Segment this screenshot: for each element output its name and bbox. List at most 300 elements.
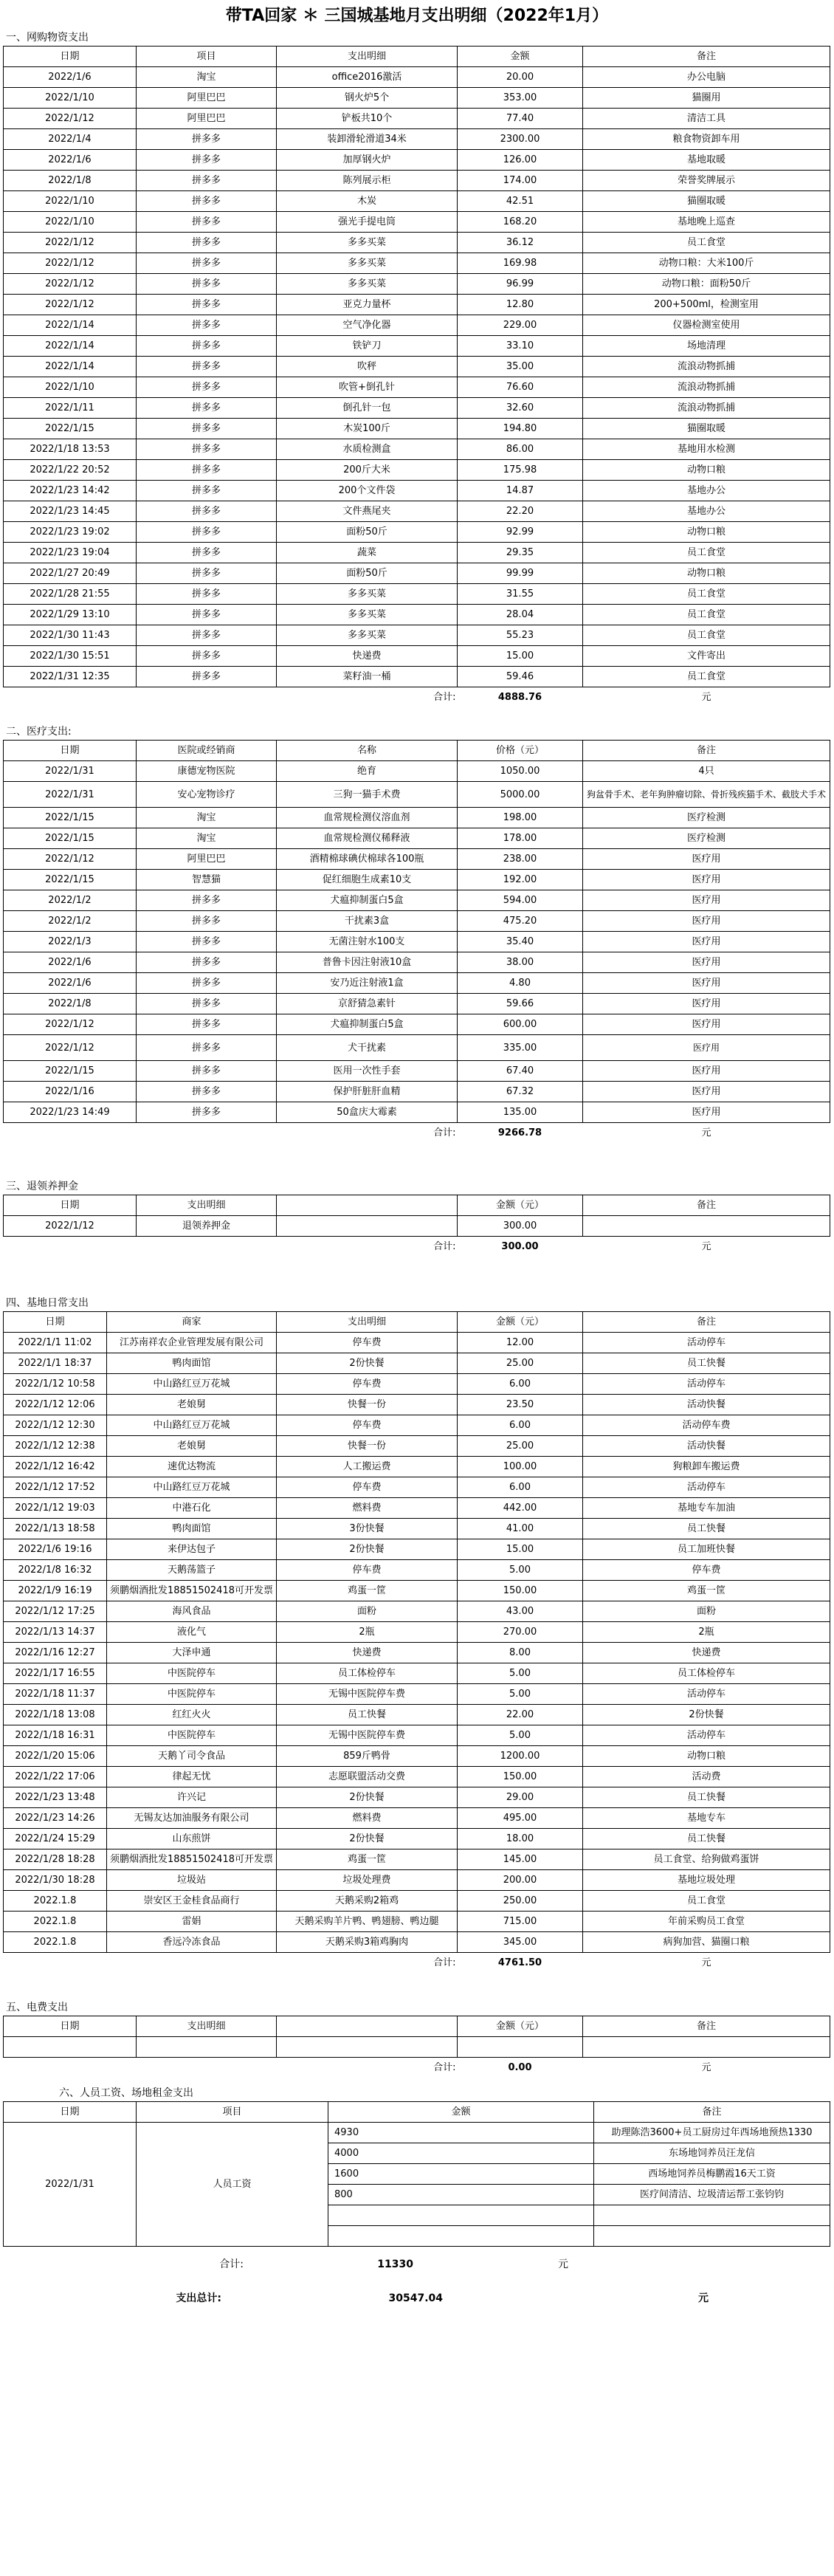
- table-cell: 动物口粮：大米100斤: [583, 253, 830, 274]
- table-cell: 2022/1/6: [4, 150, 137, 171]
- table-row: [4, 191, 830, 212]
- table-header-row: [4, 2102, 830, 2123]
- table-cell: 拼多多: [137, 295, 277, 315]
- table-cell: 鸡蛋一筐: [583, 1581, 830, 1601]
- table-row: [4, 973, 830, 994]
- table-cell: 2022/1/12: [4, 295, 137, 315]
- table-cell: 天鹅荡篮子: [107, 1560, 277, 1581]
- table-cell: 动物口粮: [583, 1746, 830, 1767]
- table-cell: 拼多多: [137, 274, 277, 295]
- table-cell: 15.00: [458, 646, 583, 667]
- table-row: [4, 150, 830, 171]
- table-cell: 178.00: [458, 828, 583, 849]
- table-cell: 员工食堂: [583, 233, 830, 253]
- table-cell: 员工快餐: [583, 1829, 830, 1849]
- table-cell: 蔬菜: [277, 543, 458, 563]
- table-row: [4, 1035, 830, 1061]
- table-cell: 32.60: [458, 398, 583, 419]
- table-cell: 2022/1/12 10:58: [4, 1374, 107, 1395]
- table-cell: 老娘舅: [107, 1436, 277, 1457]
- grand-total-unit: 元: [698, 2292, 709, 2304]
- table-row: [4, 932, 830, 952]
- table-cell: 拼多多: [137, 646, 277, 667]
- table-cell: 活动停车: [583, 1477, 830, 1498]
- table-cell: 2022/1/8: [4, 171, 137, 191]
- table-cell: 场地清理: [583, 336, 830, 357]
- table-row: [4, 828, 830, 849]
- table-row: [4, 357, 830, 377]
- table-header-row: [4, 2016, 830, 2037]
- table-cell: 绝育: [277, 761, 458, 782]
- table-cell: 活动停车: [583, 1684, 830, 1705]
- table-row: [4, 1787, 830, 1808]
- table-cell: [4, 1123, 137, 1144]
- table-cell: 山东煎饼: [107, 1829, 277, 1849]
- total-value: 300.00: [501, 1241, 539, 1252]
- table-cell: 22.20: [458, 501, 583, 522]
- table-cell: 中山路红豆万花城: [107, 1374, 277, 1395]
- table-cell: 大泽申通: [107, 1643, 277, 1663]
- table-row: [4, 1643, 830, 1663]
- table-row: [4, 761, 830, 782]
- table-cell: 拼多多: [137, 890, 277, 911]
- table-row: [4, 625, 830, 646]
- column-header: 项目: [137, 47, 277, 67]
- table-cell: 老娘舅: [107, 1395, 277, 1415]
- table-cell: 2022/1/10: [4, 212, 137, 233]
- table-cell: 员工食堂、给狗做鸡蛋饼: [583, 1849, 830, 1870]
- table-cell: 2022/1/23 19:04: [4, 543, 137, 563]
- table-cell: 多多买菜: [277, 625, 458, 646]
- table-cell: 普鲁卡因注射液10盒: [277, 952, 458, 973]
- salary-note: 助理陈浩3600+员工厨房过年西场地预热1330: [594, 2123, 830, 2143]
- table-row: [4, 1082, 830, 1102]
- column-header: [277, 1195, 458, 1216]
- table-cell: 2022/1/12 16:42: [4, 1457, 107, 1477]
- section-3-heading: 三、退领养押金: [6, 1181, 78, 1192]
- table-cell: 燃料费: [277, 1498, 458, 1519]
- table-cell: 快递费: [583, 1643, 830, 1663]
- table-cell: 拼多多: [137, 952, 277, 973]
- table-cell: [583, 1216, 830, 1237]
- table-cell: 中山路红豆万花城: [107, 1415, 277, 1436]
- table-cell: 拼多多: [137, 357, 277, 377]
- table-row: [4, 890, 830, 911]
- total-value: 4761.50: [497, 1957, 542, 1968]
- table-cell: 面粉: [277, 1601, 458, 1622]
- table-cell: 2022/1/31 12:35: [4, 667, 137, 687]
- table-cell: 红红火火: [107, 1705, 277, 1725]
- table-cell: 医疗用: [583, 932, 830, 952]
- table-cell: 8.00: [458, 1643, 583, 1663]
- table-cell: 76.60: [458, 377, 583, 398]
- table-cell: 停车费: [277, 1333, 458, 1353]
- table-cell: 酒精棉球碘伏棉球各100瓶: [277, 849, 458, 870]
- table-cell: 阿里巴巴: [137, 849, 277, 870]
- table-row: [4, 109, 830, 129]
- table-cell: 拼多多: [137, 439, 277, 460]
- table-cell: 医疗用: [583, 952, 830, 973]
- column-header: 日期: [4, 1312, 107, 1333]
- table-cell: 京舒猜急素针: [277, 994, 458, 1014]
- table-cell: 活动费: [583, 1767, 830, 1787]
- table-cell: 2022/1/18 13:08: [4, 1705, 107, 1725]
- table-cell: 2022/1/15: [4, 1061, 137, 1082]
- table-row: [4, 563, 830, 584]
- table-cell: 粮食物资卸车用: [583, 129, 830, 150]
- table-cell: [137, 1123, 277, 1144]
- table-cell: 吹秤: [277, 357, 458, 377]
- table-cell: 100.00: [458, 1457, 583, 1477]
- table-cell: 多多买菜: [277, 233, 458, 253]
- table-cell: 2022/1/31: [4, 761, 137, 782]
- table-row: [4, 1102, 830, 1123]
- table-cell: 病狗加营、猫圈口粮: [583, 1932, 830, 1953]
- table-cell: 医疗用: [583, 994, 830, 1014]
- table-cell: 倒孔针一包: [277, 398, 458, 419]
- table-cell: 126.00: [458, 150, 583, 171]
- table-cell: 2022/1/12 17:25: [4, 1601, 107, 1622]
- table-row: [4, 295, 830, 315]
- column-header: 支出明细: [277, 1312, 458, 1333]
- salary-table: [3, 2101, 830, 2247]
- table-cell: 钢火炉5个: [277, 88, 458, 109]
- table-header-row: [4, 1312, 830, 1333]
- table-cell: 174.00: [458, 171, 583, 191]
- table-cell: 300.00: [458, 1216, 583, 1237]
- table-cell: 天鹅采购2箱鸡: [277, 1891, 458, 1912]
- table-cell: 2022/1/17 16:55: [4, 1663, 107, 1684]
- table-cell: 5.00: [458, 1560, 583, 1581]
- table-total-row: [4, 1237, 830, 1257]
- table-cell: 活动快餐: [583, 1436, 830, 1457]
- electricity-table: [3, 2016, 830, 2078]
- table-cell: 康德宠物医院: [137, 761, 277, 782]
- table-row: [4, 377, 830, 398]
- table-row: [4, 88, 830, 109]
- salary-amount: 4000: [328, 2143, 594, 2164]
- table-cell: 拼多多: [137, 543, 277, 563]
- table-cell: 燃料费: [277, 1808, 458, 1829]
- table-row: [4, 667, 830, 687]
- table-cell: 2022/1/30 11:43: [4, 625, 137, 646]
- table-cell: 1050.00: [458, 761, 583, 782]
- table-cell: 2022/1/2: [4, 911, 137, 932]
- table-cell: [594, 2226, 830, 2247]
- table-cell: 拼多多: [137, 584, 277, 605]
- table-cell: 2022/1/27 20:49: [4, 563, 137, 584]
- table-row: [4, 1891, 830, 1912]
- table-cell: 活动停车费: [583, 1415, 830, 1436]
- table-cell: 168.20: [458, 212, 583, 233]
- table-cell: 员工加班快餐: [583, 1539, 830, 1560]
- table-cell: 2瓶: [583, 1622, 830, 1643]
- table-cell: 36.12: [458, 233, 583, 253]
- table-row: [4, 849, 830, 870]
- table-cell: 2022/1/22 20:52: [4, 460, 137, 481]
- table-cell: 200+500ml，检测室用: [583, 295, 830, 315]
- table-cell: 600.00: [458, 1014, 583, 1035]
- table-cell: 2022/1/8: [4, 994, 137, 1014]
- table-cell: 无菌注射水100支: [277, 932, 458, 952]
- table-cell: 2份快餐: [277, 1787, 458, 1808]
- table-cell: 25.00: [458, 1436, 583, 1457]
- column-header: 金额（元）: [458, 2016, 583, 2037]
- table-cell: 干扰素3盒: [277, 911, 458, 932]
- section-6-heading: 六、人员工资、场地租金支出: [59, 2087, 193, 2099]
- table-cell: [458, 2037, 583, 2058]
- table-row: [4, 1808, 830, 1829]
- table-cell: 2022.1.8: [4, 1891, 107, 1912]
- column-header: 日期: [4, 1195, 137, 1216]
- table-cell: 员工体检停车: [583, 1663, 830, 1684]
- table-cell: 办公电脑: [583, 67, 830, 88]
- table-cell: 442.00: [458, 1498, 583, 1519]
- table-cell: 员工体检停车: [277, 1663, 458, 1684]
- table-cell: 拼多多: [137, 973, 277, 994]
- table-cell: 859斤鸭骨: [277, 1746, 458, 1767]
- column-header: 金额: [458, 47, 583, 67]
- table-cell: 2022/1/12: [4, 1216, 137, 1237]
- table-cell: [137, 2058, 277, 2078]
- salary-amount: 4930: [328, 2123, 594, 2143]
- table-cell: 475.20: [458, 911, 583, 932]
- table-cell: 基地晚上巡查: [583, 212, 830, 233]
- table-cell: 液化气: [107, 1622, 277, 1643]
- table-cell: [328, 2205, 594, 2226]
- table-row: [4, 315, 830, 336]
- table-cell: 退领养押金: [137, 1216, 277, 1237]
- table-cell: 2022.1.8: [4, 1912, 107, 1932]
- table-cell: 2022/1/8 16:32: [4, 1560, 107, 1581]
- table-cell: 4只: [583, 761, 830, 782]
- table-cell: 18.00: [458, 1829, 583, 1849]
- table-cell: 2022/1/15: [4, 808, 137, 828]
- table-cell: 2022/1/12: [4, 1014, 137, 1035]
- table-cell: 拼多多: [137, 253, 277, 274]
- table-cell: 医疗用: [583, 1014, 830, 1035]
- table-cell: 5.00: [458, 1684, 583, 1705]
- table-row: [4, 233, 830, 253]
- table-cell: 停车费: [277, 1477, 458, 1498]
- table-cell: 2022/1/11: [4, 398, 137, 419]
- table-cell: 2022/1/12: [4, 274, 137, 295]
- table-total-row: [4, 1953, 830, 1974]
- table-cell: 192.00: [458, 870, 583, 890]
- table-cell: 2022/1/12 19:03: [4, 1498, 107, 1519]
- table-row: [4, 1519, 830, 1539]
- column-header: 日期: [4, 2102, 137, 2123]
- table-cell: [583, 2037, 830, 2058]
- table-cell: 2022/1/12 12:38: [4, 1436, 107, 1457]
- table-row: [4, 1870, 830, 1891]
- table-cell: 67.40: [458, 1061, 583, 1082]
- table-cell: 353.00: [458, 88, 583, 109]
- table-cell: 拼多多: [137, 1014, 277, 1035]
- table-cell: 安心宠物诊疗: [137, 782, 277, 808]
- table-cell: 犬瘟抑制蛋白5盒: [277, 890, 458, 911]
- table-cell: 2022/1/23 14:26: [4, 1808, 107, 1829]
- table-cell: [277, 2037, 458, 2058]
- table-cell: 阿里巴巴: [137, 109, 277, 129]
- table-cell: 200斤大米: [277, 460, 458, 481]
- table-cell: 无锡中医院停车费: [277, 1684, 458, 1705]
- table-cell: 拼多多: [137, 398, 277, 419]
- table-cell: [4, 1237, 137, 1257]
- table-cell: 猫圈取暖: [583, 419, 830, 439]
- table-cell: 2022/1/29 13:10: [4, 605, 137, 625]
- table-cell: 135.00: [458, 1102, 583, 1123]
- table-cell: 2022/1/16 12:27: [4, 1643, 107, 1663]
- table-cell: 2022/1/6: [4, 67, 137, 88]
- table-cell: 2022/1/28 21:55: [4, 584, 137, 605]
- total-unit: 元: [701, 1957, 711, 1968]
- table-row: [4, 1725, 830, 1746]
- table-cell: 2022/1/4: [4, 129, 137, 150]
- table-row: [4, 1622, 830, 1643]
- total-unit: 元: [701, 692, 711, 703]
- table-cell: 495.00: [458, 1808, 583, 1829]
- table-cell: 加厚钢火炉: [277, 150, 458, 171]
- table-row: [4, 1061, 830, 1082]
- table-cell: 快递费: [277, 1643, 458, 1663]
- total-unit: 元: [701, 1241, 711, 1252]
- table-cell: 2022/1/13 18:58: [4, 1519, 107, 1539]
- table-cell: 鸭肉面馆: [107, 1519, 277, 1539]
- table-cell: 香远冷冻食品: [107, 1932, 277, 1953]
- table-cell: 250.00: [458, 1891, 583, 1912]
- table-cell: 中医院停车: [107, 1663, 277, 1684]
- table-cell: 面粉50斤: [277, 522, 458, 543]
- table-cell: 员工食堂: [583, 605, 830, 625]
- column-header: 医院或经销商: [137, 741, 277, 761]
- table-total-row: [4, 2058, 830, 2078]
- table-cell: 2022/1/12: [4, 1035, 137, 1061]
- table-cell: 安乃近注射液1盒: [277, 973, 458, 994]
- table-cell: 拼多多: [137, 212, 277, 233]
- column-header: 日期: [4, 47, 137, 67]
- table-cell: 雷娟: [107, 1912, 277, 1932]
- table-cell: 活动停车: [583, 1725, 830, 1746]
- table-row: [4, 1415, 830, 1436]
- table-row: [4, 808, 830, 828]
- table-cell: 医疗用: [583, 1061, 830, 1082]
- table-cell: 基地用水检测: [583, 439, 830, 460]
- table-cell: 医疗用: [583, 1082, 830, 1102]
- table-row: [4, 1705, 830, 1725]
- table-cell: 59.66: [458, 994, 583, 1014]
- salary-note: 东场地饲养员汪龙信: [594, 2143, 830, 2164]
- table-cell: 175.98: [458, 460, 583, 481]
- table-row: [4, 67, 830, 88]
- table-cell: 拼多多: [137, 605, 277, 625]
- table-cell: 2022/1/14: [4, 336, 137, 357]
- table-cell: 狗盆骨手术、老年狗肿瘤切除、骨折残疾猫手术、截肢犬手术: [583, 782, 830, 808]
- table-cell: 拼多多: [137, 994, 277, 1014]
- table-cell: 拼多多: [137, 233, 277, 253]
- table-cell: 6.00: [458, 1477, 583, 1498]
- table-row: [4, 1333, 830, 1353]
- table-cell: 2022/1/23 14:49: [4, 1102, 137, 1123]
- table-cell: 2份快餐: [583, 1705, 830, 1725]
- table-cell: 基地专车加油: [583, 1498, 830, 1519]
- table-cell: 员工快餐: [583, 1519, 830, 1539]
- table-cell: 医疗用: [583, 911, 830, 932]
- table-cell: 仪器检测室使用: [583, 315, 830, 336]
- table-cell: 2022/1/6: [4, 952, 137, 973]
- table-cell: 2022/1/30 18:28: [4, 1870, 107, 1891]
- table-row: [4, 1746, 830, 1767]
- table-cell: 96.99: [458, 274, 583, 295]
- table-cell: 2022/1/20 15:06: [4, 1746, 107, 1767]
- table-cell: 2022/1/10: [4, 191, 137, 212]
- table-cell: 2022/1/18 11:37: [4, 1684, 107, 1705]
- table-cell: 速优达物流: [107, 1457, 277, 1477]
- table-row: [4, 1436, 830, 1457]
- table-row: [4, 419, 830, 439]
- table-cell: 活动快餐: [583, 1395, 830, 1415]
- table-cell: 员工食堂: [583, 584, 830, 605]
- table-row: [4, 1601, 830, 1622]
- table-cell: 狗粮卸车搬运费: [583, 1457, 830, 1477]
- table-cell: 拼多多: [137, 667, 277, 687]
- column-header: 名称: [277, 741, 458, 761]
- table-cell: 2份快餐: [277, 1539, 458, 1560]
- table-cell: 活动停车: [583, 1374, 830, 1395]
- table-cell: 拼多多: [137, 191, 277, 212]
- table-cell: 面粉50斤: [277, 563, 458, 584]
- table-row: [4, 1581, 830, 1601]
- table-row: [4, 1912, 830, 1932]
- table-cell: 169.98: [458, 253, 583, 274]
- table-row: [4, 501, 830, 522]
- table-cell: 须鹏烟酒批发18851502418可开发票: [107, 1849, 277, 1870]
- table-cell: 犬瘟抑制蛋白5盒: [277, 1014, 458, 1035]
- total-label: 合计:: [433, 1127, 456, 1138]
- table-row: [4, 605, 830, 625]
- table-cell: 多多买菜: [277, 274, 458, 295]
- total-label: 合计:: [433, 1957, 456, 1968]
- total-label: 合计:: [433, 692, 456, 703]
- table-cell: 垃圾站: [107, 1870, 277, 1891]
- table-cell: 拼多多: [137, 336, 277, 357]
- table-cell: 拼多多: [137, 460, 277, 481]
- section-5-heading: 五、电费支出: [6, 2002, 68, 2013]
- table-cell: 345.00: [458, 1932, 583, 1953]
- table-cell: 文件寄出: [583, 646, 830, 667]
- report-title: 带TA回家 ＊ 三国城基地月支出明细（2022年1月）: [225, 7, 609, 25]
- table-cell: 血常规检测仪溶血剂: [277, 808, 458, 828]
- grand-total-value: 30547.04: [388, 2292, 443, 2304]
- column-header: 价格（元）: [458, 741, 583, 761]
- column-header: 备注: [583, 1312, 830, 1333]
- table-cell: 2022/1/10: [4, 377, 137, 398]
- table-cell: 2瓶: [277, 1622, 458, 1643]
- column-header: 备注: [583, 1195, 830, 1216]
- table-cell: 194.80: [458, 419, 583, 439]
- table-cell: 拼多多: [137, 1082, 277, 1102]
- table-cell: 2022/1/1 11:02: [4, 1333, 107, 1353]
- table-cell: 淘宝: [137, 808, 277, 828]
- table-cell: 基地垃圾处理: [583, 1870, 830, 1891]
- table-cell: 2022/1/3: [4, 932, 137, 952]
- table-row: [4, 543, 830, 563]
- table-cell: 67.32: [458, 1082, 583, 1102]
- total-label: 合计:: [433, 2062, 456, 2073]
- table-cell: 6.00: [458, 1415, 583, 1436]
- table-cell: [4, 2037, 137, 2058]
- table-cell: 拼多多: [137, 1102, 277, 1123]
